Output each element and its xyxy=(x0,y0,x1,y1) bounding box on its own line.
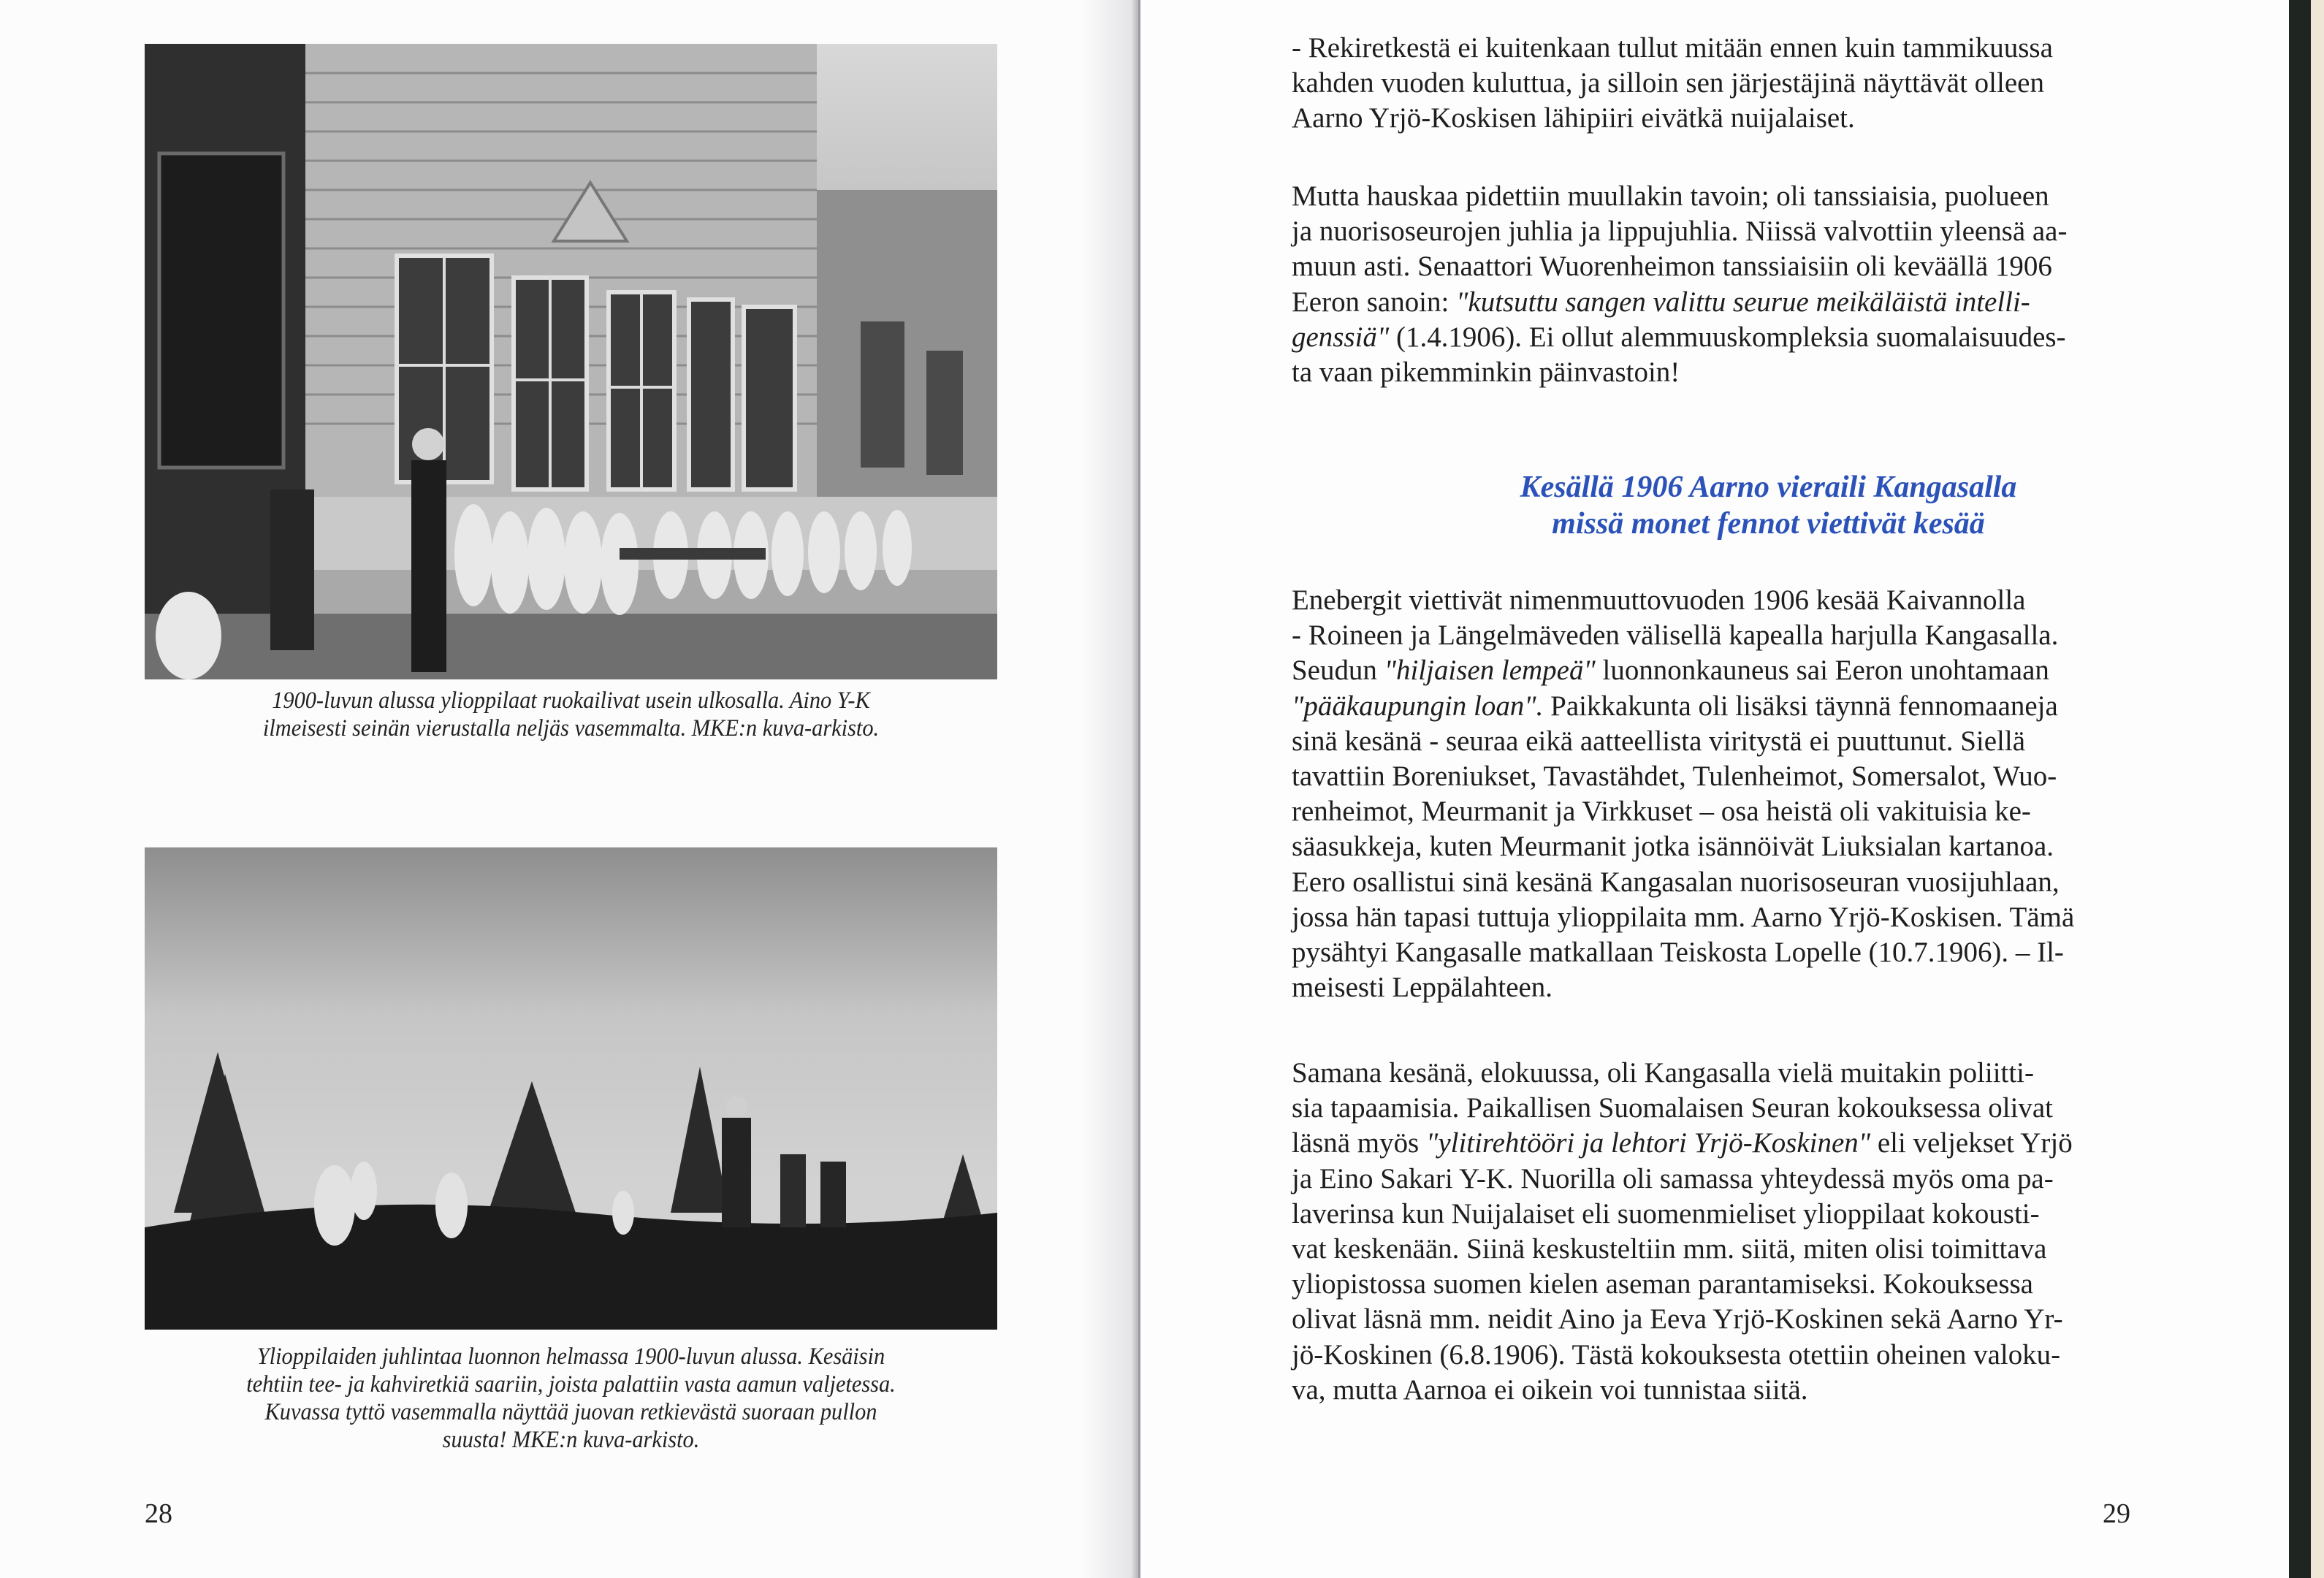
text-line: ja Eino Sakari Y-K. Nuorilla oli samassa yhteydessä myös oma pa- xyxy=(1292,1162,2054,1194)
text-span: kahden vuoden kuluttua, ja silloin sen järjestäjinä näyttävät olleen xyxy=(1292,67,2044,99)
caption-line: ilmeisesti seinän vierustalla neljäs vasemmalta. MKE:n kuva-arkisto. xyxy=(262,715,880,742)
text-span: Aarno Yrjö-Koskisen lähipiiri eivätkä nuijalaiset. xyxy=(1292,102,1855,134)
caption-line: Ylioppilaiden juhlintaa luonnon helmassa 1900-luvun alussa. Kesäisin xyxy=(256,1343,885,1370)
gutter-shadow xyxy=(1081,0,1140,1578)
paragraph-4 xyxy=(1292,1056,2245,1408)
text-line xyxy=(1292,320,2066,355)
text-line: laverinsa kun Nuijalaiset eli suomenmieliset ylioppilaat kokousti- xyxy=(1292,1197,2040,1230)
text-line xyxy=(1292,285,2030,320)
section-heading xyxy=(1292,469,2245,542)
text-line: sia tapaamisia. Paikallisen Suomalaisen Seuran kokouksessa olivat xyxy=(1292,1092,2054,1124)
photo-building-illustration xyxy=(145,44,997,679)
text-line xyxy=(1292,653,2049,688)
quote-italic: "pääkaupungin loan". xyxy=(1292,690,1544,722)
historic-photo-students-dining xyxy=(145,44,997,679)
text-span: eli veljekset Yrjö xyxy=(1870,1127,2073,1159)
quote-italic: "hiljaisen lempeä" xyxy=(1384,655,1596,687)
text-line: muun asti. Senaattori Wuorenheimon tanssiaisiin oli keväällä 1906 xyxy=(1292,251,2052,283)
text-line: säasukkeja, kuten Meurmanit jotka isännöivät Liuksialan kartanoa. xyxy=(1292,831,2054,863)
paragraph-2 xyxy=(1292,179,2245,390)
text-line: olivat läsnä mm. neidit Aino ja Eeva Yrjö-Koskinen sekä Aarno Yr- xyxy=(1292,1303,2063,1335)
caption-line: suusta! MKE:n kuva-arkisto. xyxy=(442,1427,700,1453)
page-number-right: 29 xyxy=(2103,1498,2130,1529)
historic-photo-outdoor-celebration xyxy=(145,847,997,1330)
text-line: Enebergit viettivät nimenmuuttovuoden 1906 kesää Kaivannolla xyxy=(1292,584,2026,616)
text-span: Eeron sanoin: xyxy=(1292,286,1457,318)
text-line: Samana kesänä, elokuussa, oli Kangasalla vielä muitakin poliitti- xyxy=(1292,1057,2034,1089)
text-line: va, mutta Aarnoa ei oikein voi tunnistaa siitä. xyxy=(1292,1373,1808,1406)
photo-landscape-illustration xyxy=(145,847,997,1330)
text-line xyxy=(1292,66,2245,101)
text-line: pysähtyi Kangasalle matkallaan Teiskosta Lopelle (10.7.1906). – Il- xyxy=(1292,937,2064,969)
quote-italic: "ylitirehtööri ja lehtori Yrjö-Koskinen" xyxy=(1425,1127,1871,1159)
page-number-left: 28 xyxy=(145,1498,172,1529)
text-span: Seudun xyxy=(1292,655,1384,687)
text-line: - Roineen ja Längelmäveden välisellä kapealla harjulla Kangasalla. xyxy=(1292,620,2059,652)
text-line: sinä kesänä - seuraa eikä aatteellista viritystä ei puuttunut. Siellä xyxy=(1292,725,2025,757)
text-line: meisesti Leppälahteen. xyxy=(1292,972,1553,1004)
paragraph-3 xyxy=(1292,583,2245,1005)
text-span: luonnonkauneus sai Eeron unohtamaan xyxy=(1595,655,2049,687)
text-line: Mutta hauskaa pidettiin muullakin tavoin; oli tanssiaisia, puolueen xyxy=(1292,180,2049,212)
caption-line: 1900-luvun alussa ylioppilaat ruokailivat usein ulkosalla. Aino Y-K xyxy=(272,687,870,714)
heading-line: Kesällä 1906 Aarno vieraili Kangasalla xyxy=(1520,470,2017,504)
text-span: (1.4.1906). Ei ollut alemmuuskompleksia suomalaisuudes- xyxy=(1389,321,2066,353)
text-line xyxy=(1292,31,2245,66)
paragraph-1 xyxy=(1292,31,2245,137)
text-span: - Rekiretkestä ei kuitenkaan tullut mitään ennen kuin tammikuussa xyxy=(1292,32,2053,64)
book-edge-shadow xyxy=(2289,0,2311,1578)
caption-line: Kuvassa tyttö vasemmalla näyttää juovan retkievästä suoraan pullon xyxy=(264,1399,877,1425)
text-line: vat keskenään. Siinä keskusteltiin mm. siitä, miten olisi toimittava xyxy=(1292,1233,2047,1265)
text-line xyxy=(1292,101,2245,136)
quote-italic: "kutsuttu sangen valittu seurue meikäläistä intelli- xyxy=(1456,286,2030,318)
photo2-caption xyxy=(179,1343,964,1454)
caption-line: tehtiin tee- ja kahviretkiä saariin, joista palattiin vasta aamun valjetessa. xyxy=(246,1371,896,1398)
text-span: Paikkakunta oli lisäksi täynnä fennomaaneja xyxy=(1543,690,2058,722)
text-line xyxy=(1292,689,2058,724)
text-line: ja nuorisoseurojen juhlia ja lippujuhlia. Niissä valvottiin yleensä aa- xyxy=(1292,216,2068,248)
text-span: läsnä myös xyxy=(1292,1127,1426,1159)
text-line: jossa hän tapasi tuttuja ylioppilaita mm. Aarno Yrjö-Koskisen. Tämä xyxy=(1292,901,2075,933)
text-line: Eero osallistui sinä kesänä Kangasalan nuorisoseuran vuosijuhlaan, xyxy=(1292,866,2060,898)
text-line: yliopistossa suomen kielen aseman parantamiseksi. Kokouksessa xyxy=(1292,1268,2033,1300)
heading-line: missä monet fennot viettivät kesää xyxy=(1552,507,1985,541)
book-edge xyxy=(2311,0,2324,1578)
photo1-caption xyxy=(179,687,964,742)
text-line: tavattiin Boreniukset, Tavastähdet, Tulenheimot, Somersalot, Wuo- xyxy=(1292,761,2057,793)
text-line: jö-Koskinen (6.8.1906). Tästä kokouksesta otettiin oheinen valoku- xyxy=(1292,1338,2061,1371)
text-line: renheimot, Meurmanit ja Virkkuset – osa heistä oli vakituisia ke- xyxy=(1292,796,2031,828)
text-line: ta vaan pikemminkin päinvastoin! xyxy=(1292,357,1680,389)
quote-italic: genssiä" xyxy=(1292,321,1390,353)
text-line xyxy=(1292,1126,2073,1161)
